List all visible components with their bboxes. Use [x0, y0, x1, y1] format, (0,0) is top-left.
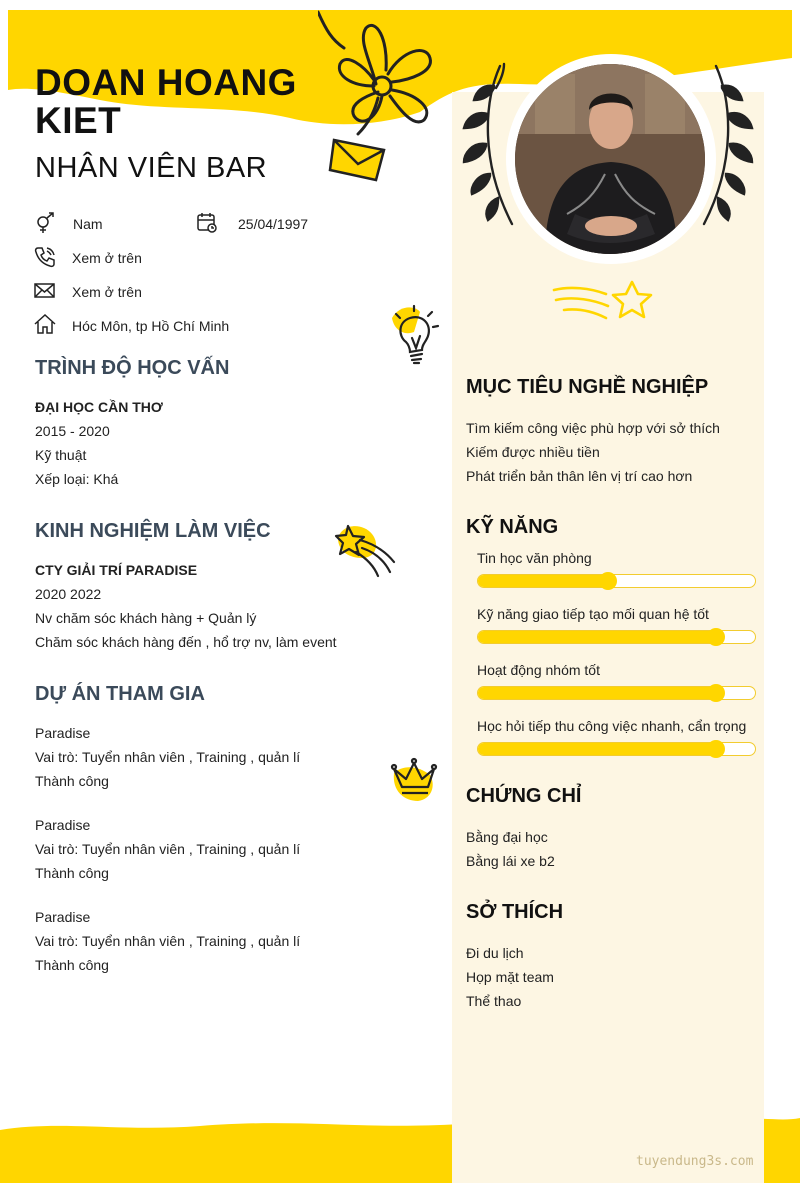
experience-heading: KINH NGHIỆM LÀM VIỆC — [35, 520, 271, 542]
gender-icon — [34, 212, 56, 234]
project-result: Thành công — [35, 865, 109, 881]
skill-bar-fill — [478, 575, 608, 587]
education-period: 2015 - 2020 — [35, 423, 110, 439]
education-major: Kỹ thuật — [35, 447, 87, 463]
project-role: Vai trò: Tuyển nhân viên , Training , quản lí — [35, 749, 301, 765]
crown-icon — [388, 755, 440, 807]
skill-bar-fill — [478, 631, 716, 643]
skill-bar — [477, 630, 756, 644]
education-heading: TRÌNH ĐỘ HỌC VẤN — [35, 357, 230, 379]
gender-value: Nam — [73, 216, 103, 232]
address-value: Hóc Môn, tp Hồ Chí Minh — [72, 318, 230, 334]
profile-photo-figure — [515, 64, 705, 254]
skill-bar-knob — [707, 628, 725, 646]
skill-bar-knob — [599, 572, 617, 590]
hobbies-heading: SỞ THÍCH — [466, 901, 564, 923]
objective-heading: MỤC TIÊU NGHỀ NGHIỆP — [466, 376, 709, 398]
skill-bar-knob — [707, 684, 725, 702]
skill-bar — [477, 686, 756, 700]
skill-bar-fill — [478, 743, 716, 755]
skills-heading: KỸ NĂNG — [466, 516, 559, 538]
star-doodle-icon — [550, 278, 656, 326]
calendar-icon — [196, 211, 218, 233]
email-value: Xem ở trên — [72, 284, 142, 300]
certificates-heading: CHỨNG CHỈ — [466, 785, 582, 807]
project-role: Vai trò: Tuyển nhân viên , Training , quản lí — [35, 841, 301, 857]
projects-heading: DỰ ÁN THAM GIA — [35, 683, 205, 705]
experience-description: Chăm sóc khách hàng đến , hổ trợ nv, làm event — [35, 634, 337, 650]
watermark: tuyendung3s.com — [636, 1154, 754, 1169]
objective-line: Phát triển bản thân lên vị trí cao hơn — [466, 468, 693, 484]
skill-bar-knob — [707, 740, 725, 758]
phone-icon — [34, 246, 56, 268]
objective-line: Kiếm được nhiều tiền — [466, 444, 600, 460]
full-name: DOAN HOANG KIET — [35, 62, 297, 141]
hobby-line: Thể thao — [466, 993, 522, 1009]
project-result: Thành công — [35, 773, 109, 789]
birthday-value: 25/04/1997 — [238, 216, 309, 232]
objective-line: Tìm kiếm công việc phù hợp với sở thích — [466, 420, 720, 436]
experience-period: 2020 2022 — [35, 586, 102, 602]
hobby-line: Đi du lịch — [466, 945, 524, 961]
project-role: Vai trò: Tuyển nhân viên , Training , quản lí — [35, 933, 301, 949]
skill-name: Hoạt động nhóm tốt — [477, 662, 600, 678]
envelope-doodle-icon — [328, 130, 390, 184]
certificate-line: Bằng đại học — [466, 829, 548, 845]
skill-bar — [477, 574, 756, 588]
education-school: ĐẠI HỌC CẦN THƠ — [35, 399, 163, 415]
skill-name: Tin học văn phòng — [477, 550, 592, 566]
skill-name: Kỹ năng giao tiếp tạo mối quan hệ tốt — [477, 606, 709, 622]
hobby-line: Họp mặt team — [466, 969, 554, 985]
project-name: Paradise — [35, 817, 91, 833]
experience-company: CTY GIẢI TRÍ PARADISE — [35, 562, 198, 578]
job-title: NHÂN VIÊN BAR — [35, 152, 268, 184]
skill-bar — [477, 742, 756, 756]
project-name: Paradise — [35, 909, 91, 925]
skill-name: Học hỏi tiếp thu công việc nhanh, cẩn trọng — [477, 718, 747, 734]
profile-photo — [515, 64, 705, 254]
certificate-line: Bằng lái xe b2 — [466, 853, 555, 869]
mail-icon — [34, 280, 56, 302]
home-icon — [34, 313, 56, 335]
shooting-star-icon — [332, 518, 402, 582]
phone-value: Xem ở trên — [72, 250, 142, 266]
lightbulb-icon — [386, 302, 448, 372]
project-name: Paradise — [35, 725, 91, 741]
project-result: Thành công — [35, 957, 109, 973]
education-grade: Xếp loại: Khá — [35, 471, 119, 487]
experience-role: Nv chăm sóc khách hàng + Quản lý — [35, 610, 257, 626]
skill-bar-fill — [478, 687, 716, 699]
